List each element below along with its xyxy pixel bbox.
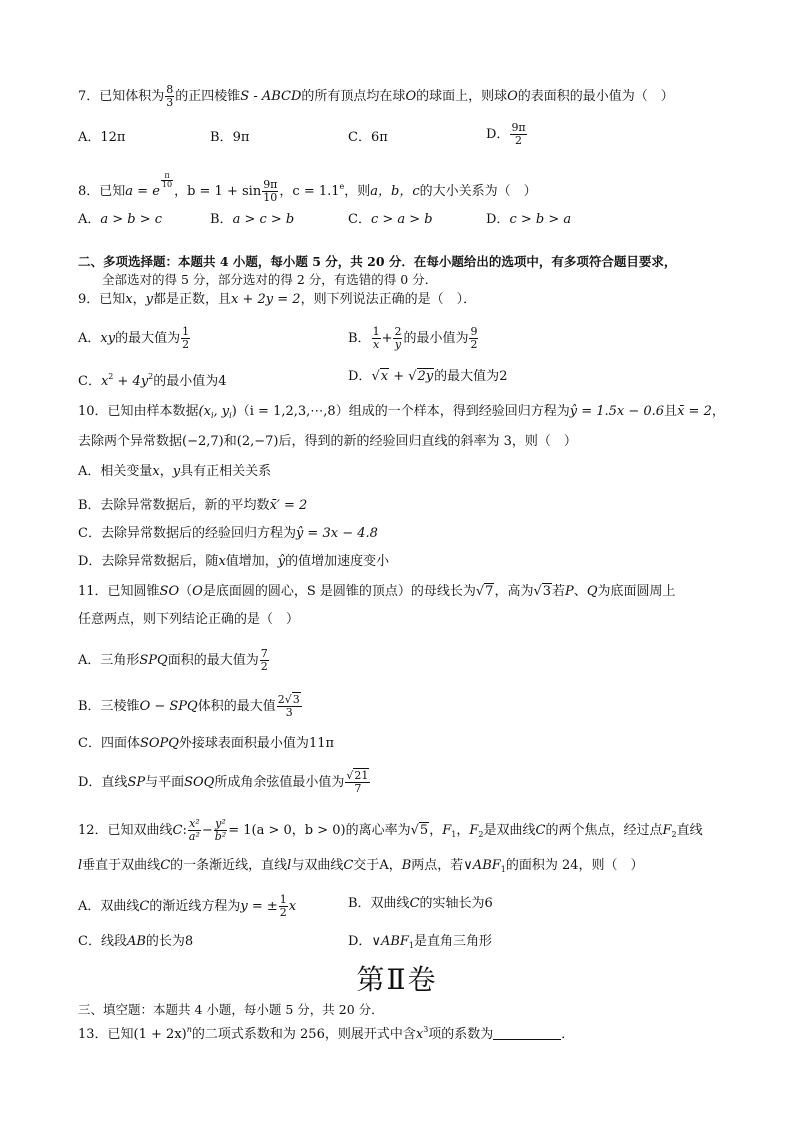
- q7-option-c: C．6π: [348, 130, 388, 145]
- q8-option-d: D．c > b > a: [486, 212, 572, 227]
- volume-2-title: 第Ⅱ卷: [356, 963, 438, 996]
- section-2-header: 二、多项选择题：本题共 4 小题，每小题 5 分，共 20 分．在每小题给出的选项中，有多项符合题目要求，: [78, 254, 677, 269]
- question-12-line-2: l垂直于双曲线C的一条渐近线，直线l与双曲线C交于A，B两点，若$\vee ABF_1$的面积为 24，则（ ）: [78, 858, 644, 874]
- q8-option-c: C．c > a > b: [348, 212, 433, 227]
- q7-volume-fraction: $\frac{8}{3}$: [166, 83, 174, 109]
- question-12-line-1: 12．已知双曲线C: $\frac{\text{x²}}{\text{a²}}$ − $\frac{\text{y²}}{\text{b²}}$ = 1(a > 0，b > 0)的离心率为√5，$F_1$，$F_2$是双曲线C的两个焦点，经过点$F_2$直线: [78, 817, 703, 843]
- q11-option-b: B．三棱锥O − SPQ体积的最大值 $\frac{2√3}{3}$: [78, 693, 300, 719]
- q7-option-d: D． $\frac{9\pi}{2}$: [486, 121, 526, 147]
- q10-option-d: D．去除异常数据后，随x值增加，ŷ的值增加速度变小: [78, 554, 390, 569]
- q7-pyramid: S - ABCD: [240, 89, 302, 104]
- q12-option-c: C．线段AB的长为8: [78, 934, 194, 949]
- section-3-header: 三、填空题：本题共 4 小题，每小题 5 分，共 20 分．: [78, 1002, 384, 1017]
- q11-option-a: A．三角形SPQ面积的最大值为 $\frac{7}{2}$: [78, 647, 268, 673]
- q10-option-b: B．去除异常数据后，新的平均数x̄′ = 2: [78, 498, 308, 513]
- q7-text: 7．已知体积为: [78, 89, 165, 104]
- question-11-line-1: 11．已知圆锥SO（O是底面圆的圆心，S 是圆锥的顶点）的母线长为√7，高为√3若P、Q为底面圆周上: [78, 584, 676, 599]
- question-13-stem: 13．已知$(1 + 2x)^n$的二项式系数和为 256，则展开式中含$x^3$项的系数为 ．: [78, 1025, 575, 1042]
- question-8-stem: 8．已知a = e $\frac{\pi}{10}$ ，b = 1 + sin $\frac{9\pi}{10}$ ，c = 1.1$^e$，则a，b，c的大小关系为（ ）: [78, 171, 537, 204]
- q12-option-d: D．$\vee ABF_1$是直角三角形: [348, 934, 493, 950]
- q10-option-c: C．去除异常数据后的经验回归方程为ŷ = 3x − 4.8: [78, 526, 378, 541]
- section-2-subtext: 全部选对的得 5 分，部分选对的得 2 分，有选错的得 0 分．: [102, 272, 438, 287]
- q11-option-c: C．四面体SOPQ外接球表面积最小值为11π: [78, 736, 335, 751]
- q8-option-b: B．a > c > b: [210, 212, 295, 227]
- q9-option-d: D．√x + √2y的最大值为2: [348, 369, 508, 384]
- q10-option-a: A．相关变量x，y具有正相关关系: [78, 464, 272, 479]
- q11-option-d: D．直线SP与平面SOQ所成角余弦值最小值为 $\frac{√21}{7}$: [78, 769, 369, 795]
- q7-option-b: B．9π: [210, 130, 250, 145]
- q12-option-b: B．双曲线C的实轴长为6: [348, 896, 493, 911]
- question-11-line-2: 任意两点，则下列结论正确的是（ ）: [78, 612, 300, 627]
- answer-blank[interactable]: [493, 1027, 561, 1040]
- question-10-line-1: 10．已知由样本数据($x_i$, $y_i)(i$ = 1,2,3,⋯,8）组成的一个样本，得到经验回归方程为ŷ = 1.5x − 0.6且x̄ = 2，: [78, 404, 725, 420]
- q12-option-a: A．双曲线C的渐近线方程为y = ± $\frac{1}{2}$ x: [78, 893, 297, 919]
- q7-option-a: A．12π: [78, 130, 126, 145]
- question-7-stem: 7．已知体积为 $\frac{8}{3}$ 的正四棱锥S - ABCD的所有顶点均在球O的球面上，则球O的表面积的最小值为（ ）: [78, 83, 674, 109]
- q8-option-a: A．a > b > c: [78, 212, 163, 227]
- question-9-stem: 9．已知x，y都是正数，且x + 2y = 2，则下列说法正确的是（ ）．: [78, 292, 477, 307]
- q9-option-a: A．xy的最大值为 $\frac{1}{2}$: [78, 325, 190, 351]
- q9-option-b: B． $\frac{1}{x}$ + $\frac{2}{y}$ 的最小值为 $\frac{9}{2}$: [348, 325, 478, 351]
- q9-option-c: C．$x^2 + 4y^2$的最小值为4: [78, 372, 227, 389]
- question-10-line-2: 去除两个异常数据(−2,7)和(2,−7)后，得到的新的经验回归直线的斜率为 3，则（ ）: [78, 434, 577, 449]
